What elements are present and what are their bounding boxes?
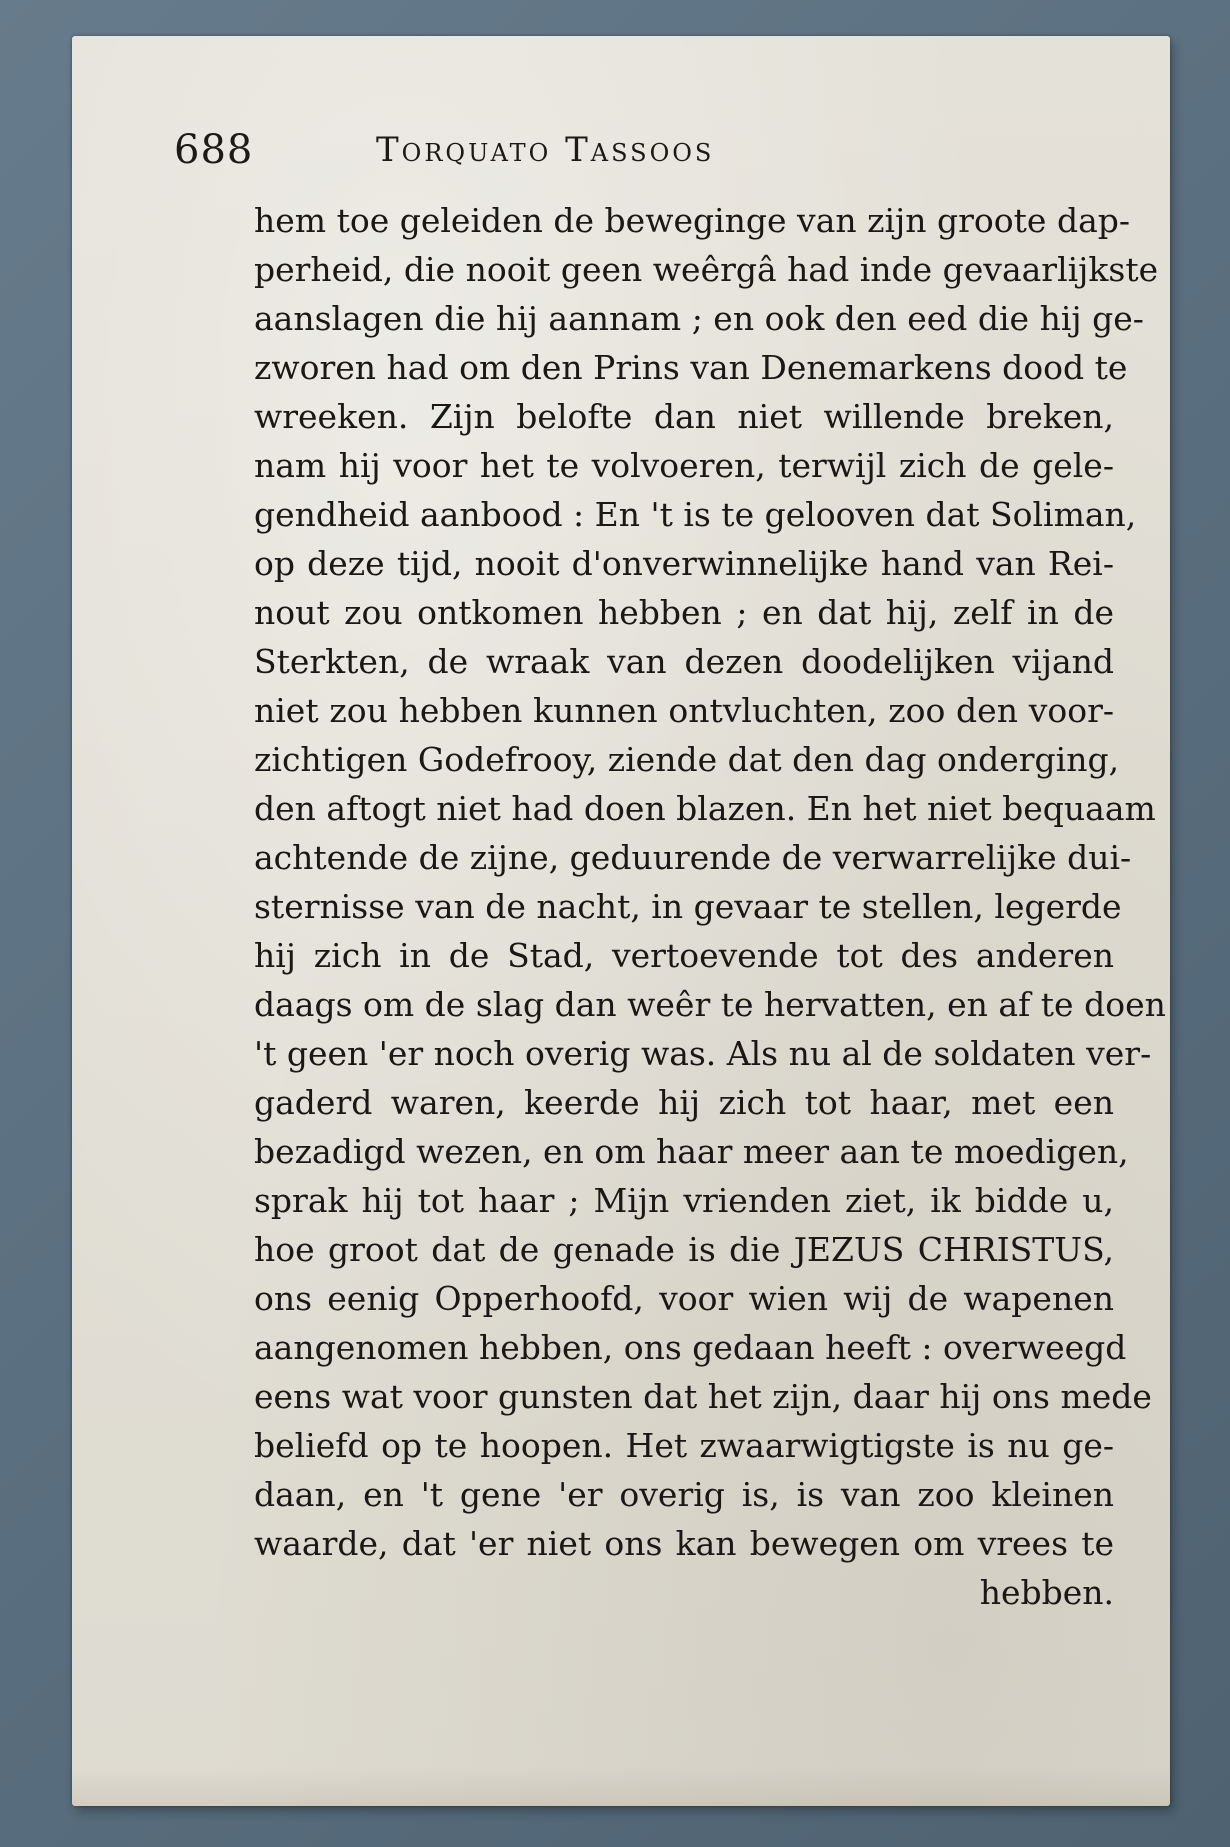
page-edge-shadow xyxy=(72,1766,1170,1806)
text-line: sternisse van de nacht, in gevaar te stellen, legerde xyxy=(254,887,1122,926)
text-line: nout zou ontkomen hebben ; en dat hij, zelf in de xyxy=(254,593,1114,632)
text-line: daags om de slag dan weêr te hervatten, en af te doen xyxy=(254,985,1166,1024)
page-number: 688 xyxy=(174,127,254,173)
text-line: aangenomen hebben, ons gedaan heeft : overweegd xyxy=(254,1328,1127,1367)
text-line: eens wat voor gunsten dat het zijn, daar hij ons mede xyxy=(254,1377,1152,1416)
text-line: nam hij voor het te volvoeren, terwijl zich de gele- xyxy=(254,446,1114,485)
text-line: hoe groot dat de genade is die JEZUS CHRISTUS, xyxy=(254,1230,1114,1269)
text-line: hij zich in de Stad, vertoevende tot des anderen xyxy=(254,936,1114,975)
text-line: den aftogt niet had doen blazen. En het niet bequaam xyxy=(254,789,1156,828)
text-line: hem toe geleiden de beweginge van zijn groote dap- xyxy=(254,201,1131,240)
text-line: gendheid aanbood : En 't is te gelooven dat Soliman, xyxy=(254,495,1137,534)
text-line: ons eenig Opperhoofd, voor wien wij de wapenen xyxy=(254,1279,1114,1318)
text-line: sprak hij tot haar ; Mijn vrienden ziet, ik bidde u, xyxy=(254,1181,1114,1220)
text-line: wreeken. Zijn belofte dan niet willende breken, xyxy=(254,397,1114,436)
text-line: Sterkten, de wraak van dezen doodelijken vijand xyxy=(254,642,1114,681)
body-text xyxy=(254,196,1166,1617)
text-line: bezadigd wezen, en om haar meer aan te moedigen, xyxy=(254,1132,1129,1171)
text-line: op deze tijd, nooit d'onverwinnelijke hand van Rei- xyxy=(254,544,1114,583)
text-line-final: hebben. xyxy=(979,1573,1114,1612)
text-line: waarde, dat 'er niet ons kan bewegen om vrees te xyxy=(254,1524,1114,1563)
text-line: achtende de zijne, geduurende de verwarrelijke dui- xyxy=(254,838,1132,877)
text-line: aanslagen die hij aannam ; en ook den eed die hij ge- xyxy=(254,299,1144,338)
text-line: perheid, die nooit geen weêrgâ had inde gevaarlijkste xyxy=(254,250,1159,289)
text-line: gaderd waren, keerde hij zich tot haar, met een xyxy=(254,1083,1114,1122)
running-title: Torquato Tassoos xyxy=(376,130,715,170)
text-line: beliefd op te hoopen. Het zwaarwigtigste is nu ge- xyxy=(254,1426,1114,1465)
running-head xyxy=(174,114,994,186)
text-line: zichtigen Godefrooy, ziende dat den dag onderging, xyxy=(254,740,1120,779)
text-line: zworen had om den Prins van Denemarkens dood te xyxy=(254,348,1128,387)
text-line: daan, en 't gene 'er overig is, is van zoo kleinen xyxy=(254,1475,1114,1514)
text-line: 't geen 'er noch overig was. Als nu al de soldaten ver- xyxy=(254,1034,1152,1073)
text-line: niet zou hebben kunnen ontvluchten, zoo den voor- xyxy=(254,691,1114,730)
